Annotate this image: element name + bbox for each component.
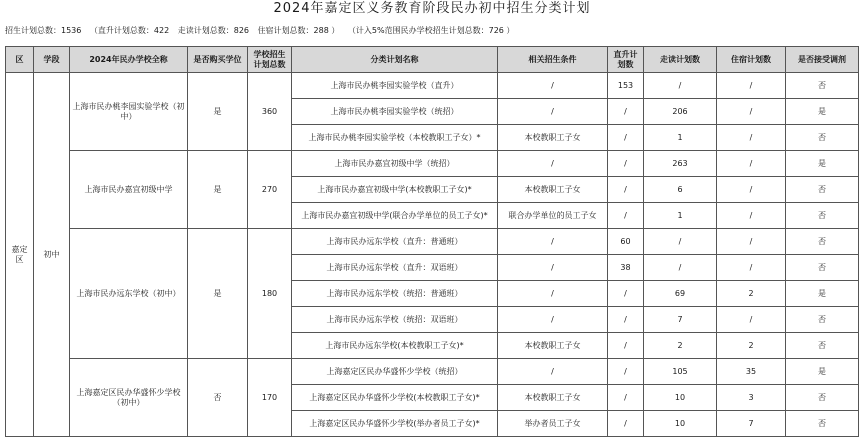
header-walkin: 走读计划数 [644, 47, 717, 73]
boarding-count: 2 [717, 333, 786, 359]
school-name: 上海市民办桃李园实验学校（初中） [70, 73, 188, 151]
promoted-count: / [608, 99, 644, 125]
plan-name: 上海嘉定区民办华盛怀少学校(本校教职工子女)* [292, 385, 498, 411]
table-row [6, 229, 859, 255]
boarding-count: 3 [717, 385, 786, 411]
plan-condition: / [498, 151, 608, 177]
adjust-flag: 否 [786, 411, 859, 437]
boarding-count: / [717, 307, 786, 333]
boarding-count: / [717, 229, 786, 255]
boarding-count: / [717, 73, 786, 99]
plan-condition: 本校教职工子女 [498, 125, 608, 151]
header-adjust: 是否接受调剂 [786, 47, 859, 73]
summary-boarding: 住宿计划总数：288 ） [257, 26, 340, 35]
plan-condition: / [498, 73, 608, 99]
walkin-count: 10 [644, 385, 717, 411]
header-stage: 学段 [34, 47, 70, 73]
adjust-flag: 否 [786, 177, 859, 203]
adjust-flag: 是 [786, 359, 859, 385]
adjust-flag: 是 [786, 99, 859, 125]
housing-required: 是 [188, 229, 248, 359]
walkin-count: / [644, 73, 717, 99]
plan-condition: / [498, 99, 608, 125]
school-name: 上海市民办嘉宜初级中学 [70, 151, 188, 229]
plan-name: 上海市民办远东学校（直升：双语班） [292, 255, 498, 281]
plan-name: 上海市民办嘉宜初级中学(联合办学单位的员工子女)* [292, 203, 498, 229]
adjust-flag: 是 [786, 281, 859, 307]
boarding-count: 35 [717, 359, 786, 385]
table-row [6, 151, 859, 177]
school-name: 上海嘉定区民办华盛怀少学校（初中） [70, 359, 188, 437]
admission-plan-table [5, 46, 859, 437]
walkin-count: 7 [644, 307, 717, 333]
promoted-count: 60 [608, 229, 644, 255]
plan-condition: 联合办学单位的员工子女 [498, 203, 608, 229]
promoted-count: / [608, 385, 644, 411]
walkin-count: / [644, 229, 717, 255]
promoted-count: / [608, 359, 644, 385]
promoted-count: / [608, 177, 644, 203]
plan-condition: 本校教职工子女 [498, 177, 608, 203]
promoted-count: / [608, 151, 644, 177]
summary-promoted: （直升计划总数：422 [89, 26, 170, 35]
table-row [6, 73, 859, 99]
boarding-count: / [717, 125, 786, 151]
plan-condition: 本校教职工子女 [498, 333, 608, 359]
header-promoted: 直升计划数 [608, 47, 644, 73]
school-total: 170 [248, 359, 292, 437]
header-school-total: 学校招生计划总数 [248, 47, 292, 73]
plan-condition: 举办者员工子女 [498, 411, 608, 437]
plan-condition: / [498, 307, 608, 333]
adjust-flag: 否 [786, 385, 859, 411]
school-name: 上海市民办远东学校（初中） [70, 229, 188, 359]
plan-name: 上海市民办桃李园实验学校（统招） [292, 99, 498, 125]
walkin-count: 2 [644, 333, 717, 359]
adjust-flag: 是 [786, 151, 859, 177]
plan-condition: / [498, 359, 608, 385]
adjust-flag: 否 [786, 333, 859, 359]
plan-name: 上海市民办远东学校（直升：普通班） [292, 229, 498, 255]
school-total: 180 [248, 229, 292, 359]
plan-name: 上海市民办嘉宜初级中学（统招） [292, 151, 498, 177]
walkin-count: 6 [644, 177, 717, 203]
adjust-flag: 否 [786, 125, 859, 151]
school-total: 360 [248, 73, 292, 151]
boarding-count: 7 [717, 411, 786, 437]
promoted-count: 153 [608, 73, 644, 99]
boarding-count: / [717, 151, 786, 177]
adjust-flag: 否 [786, 255, 859, 281]
walkin-count: 263 [644, 151, 717, 177]
boarding-count: 2 [717, 281, 786, 307]
summary-total: 招生计划总数：1536 [5, 26, 82, 35]
adjust-flag: 否 [786, 307, 859, 333]
promoted-count: / [608, 125, 644, 151]
promoted-count: / [608, 203, 644, 229]
school-total: 270 [248, 151, 292, 229]
plan-name: 上海市民办远东学校（统招：双语班） [292, 307, 498, 333]
walkin-count: 10 [644, 411, 717, 437]
stage-cell: 初中 [34, 73, 70, 437]
walkin-count: 105 [644, 359, 717, 385]
plan-name: 上海嘉定区民办华盛怀少学校(举办者员工子女)* [292, 411, 498, 437]
plan-condition: / [498, 281, 608, 307]
housing-required: 是 [188, 73, 248, 151]
walkin-count: 1 [644, 125, 717, 151]
page-title: 2024年嘉定区义务教育阶段民办初中招生分类计划 [273, 1, 591, 16]
district-cell: 嘉定区 [6, 73, 34, 437]
boarding-count: / [717, 203, 786, 229]
boarding-count: / [717, 177, 786, 203]
plan-name: 上海市民办桃李园实验学校（本校教职工子女）* [292, 125, 498, 151]
adjust-flag: 否 [786, 203, 859, 229]
housing-required: 是 [188, 151, 248, 229]
adjust-flag: 否 [786, 73, 859, 99]
promoted-count: / [608, 411, 644, 437]
plan-condition: 本校教职工子女 [498, 385, 608, 411]
header-district: 区 [6, 47, 34, 73]
promoted-count: 38 [608, 255, 644, 281]
promoted-count: / [608, 307, 644, 333]
table-header-row [6, 47, 859, 73]
housing-required: 否 [188, 359, 248, 437]
header-boarding: 住宿计划数 [717, 47, 786, 73]
plan-name: 上海市民办桃李园实验学校（直升） [292, 73, 498, 99]
plan-condition: / [498, 255, 608, 281]
plan-name: 上海市民办远东学校（统招：普通班） [292, 281, 498, 307]
header-conditions: 相关招生条件 [498, 47, 608, 73]
promoted-count: / [608, 333, 644, 359]
header-school-full-name: 2024年民办学校全称 [70, 47, 188, 73]
promoted-count: / [608, 281, 644, 307]
walkin-count: 206 [644, 99, 717, 125]
header-plan-name: 分类计划名称 [292, 47, 498, 73]
plan-name: 上海市民办远东学校(本校教职工子女)* [292, 333, 498, 359]
plan-condition: / [498, 229, 608, 255]
summary-walkin: 走读计划总数：826 [177, 26, 250, 35]
plan-name: 上海嘉定区民办华盛怀少学校（统招） [292, 359, 498, 385]
header-housing-required: 是否购买学位 [188, 47, 248, 73]
summary-five-percent: （计入5%范围民办学校招生计划总数：726 ） [347, 26, 515, 35]
table-row [6, 359, 859, 385]
walkin-count: / [644, 255, 717, 281]
adjust-flag: 否 [786, 229, 859, 255]
boarding-count: / [717, 255, 786, 281]
walkin-count: 69 [644, 281, 717, 307]
plan-summary [5, 25, 860, 37]
walkin-count: 1 [644, 203, 717, 229]
plan-name: 上海市民办嘉宜初级中学(本校教职工子女)* [292, 177, 498, 203]
boarding-count: / [717, 99, 786, 125]
